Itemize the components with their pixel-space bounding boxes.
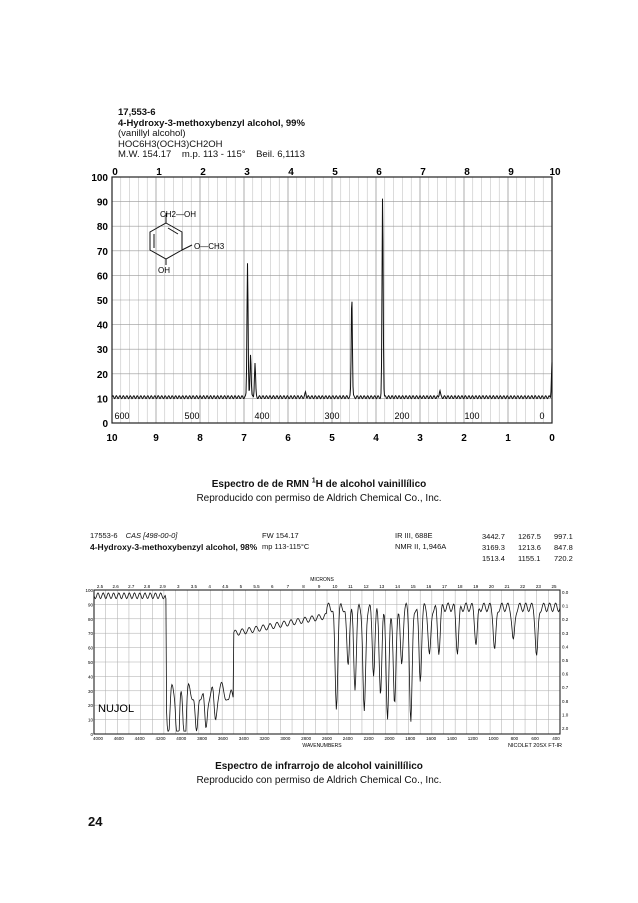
ir-microns-label: MICRONS bbox=[310, 577, 334, 583]
ir-micron-tick: 7 bbox=[286, 584, 290, 589]
ir-wavenumber-tick: 2400 bbox=[342, 736, 353, 741]
ir-right-tick: 0.4 bbox=[562, 644, 569, 650]
nmr-bottom-tick: 6 bbox=[285, 433, 291, 444]
ir-micron-tick: 6 bbox=[270, 584, 274, 589]
ir-peak-table bbox=[482, 531, 590, 564]
ir-micron-tick: 16 bbox=[426, 584, 432, 589]
nmr-bottom-tick: 7 bbox=[241, 433, 247, 444]
nmr-header bbox=[118, 108, 305, 161]
ir-left-tick: 50 bbox=[87, 660, 93, 665]
nmr-y-tick: 10 bbox=[96, 394, 108, 406]
nmr-y-tick: 0 bbox=[102, 419, 108, 430]
nmr-y-tick: 40 bbox=[96, 320, 108, 332]
ir-micron-tick: 11 bbox=[348, 584, 353, 589]
ir-wavenumber-tick: 3000 bbox=[280, 736, 291, 741]
ir-micron-tick: 23 bbox=[535, 584, 541, 589]
nmr-y-tick: 60 bbox=[96, 271, 108, 283]
ir-wavenumber-tick: 800 bbox=[510, 736, 519, 741]
nmr-top-tick: 0 bbox=[112, 167, 118, 178]
nmr-top-tick: 3 bbox=[244, 167, 250, 178]
ir-micron-tick: 14 bbox=[394, 584, 400, 589]
nmr-bottom-tick: 4 bbox=[373, 433, 379, 444]
ir-wavenumber-tick: 600 bbox=[531, 736, 539, 741]
ir-wavenumber-tick: 3200 bbox=[259, 736, 270, 741]
ir-micron-tick: 25 bbox=[551, 584, 557, 589]
ir-mp: mp 113-115°C bbox=[262, 542, 310, 551]
page-number: 24 bbox=[88, 814, 103, 829]
nmr-spectrum bbox=[88, 165, 568, 450]
ir-header bbox=[90, 531, 177, 540]
ir-micron-tick: 22 bbox=[520, 584, 526, 589]
nmr-caption-credit: Reproducido con permiso de Aldrich Chemical Co., Inc. bbox=[196, 493, 442, 505]
ir-peak-value: 3442.7 bbox=[482, 532, 505, 541]
nmr-top-tick: 4 bbox=[288, 167, 294, 178]
nmr-formula: HOC6H3(OCH3)CH2OH bbox=[118, 138, 223, 150]
ir-spectrum bbox=[84, 576, 574, 748]
nmr-hz-label: 500 bbox=[184, 411, 200, 421]
ir-peak-value: 847.8 bbox=[554, 543, 573, 552]
ir-micron-tick: 2.7 bbox=[128, 584, 135, 589]
nmr-mw-line: M.W. 154.17 m.p. 113 - 115° Beil. 6,1113 bbox=[118, 149, 305, 160]
ir-micron-tick: 5.5 bbox=[253, 584, 260, 589]
ir-right-tick: 0.5 bbox=[562, 658, 569, 663]
ir-micron-tick: 12 bbox=[363, 584, 369, 589]
nmr-caption bbox=[0, 478, 638, 504]
ir-left-tick: 40 bbox=[87, 674, 93, 680]
ir-caption-title: Espectro de infrarrojo de alcohol vainillílico bbox=[215, 761, 423, 772]
ir-left-tick: 20 bbox=[87, 703, 93, 709]
ir-compound-name: 4-Hydroxy-3-methoxybenzyl alcohol, 98% bbox=[90, 542, 258, 552]
ir-wavenumber-tick: 3600 bbox=[217, 736, 228, 741]
nmr-y-tick: 100 bbox=[91, 173, 108, 184]
nmr-bottom-tick: 2 bbox=[461, 433, 467, 444]
ir-micron-tick: 8 bbox=[302, 584, 305, 589]
ir-micron-tick: 3.5 bbox=[190, 584, 198, 589]
struct-ch2oh: CH2—OH bbox=[160, 210, 197, 219]
nmr-top-tick: 2 bbox=[200, 167, 206, 178]
ir-micron-tick: 15 bbox=[410, 584, 416, 589]
ir-left-tick: 60 bbox=[87, 645, 93, 651]
ir-peak-value: 997.1 bbox=[554, 532, 573, 541]
ir-peak-value: 3169.3 bbox=[482, 543, 505, 552]
ir-left-tick: 70 bbox=[87, 631, 93, 637]
ir-left-tick: 0 bbox=[90, 732, 93, 737]
ir-wavenumber-tick: 4400 bbox=[134, 736, 145, 741]
ir-left-tick: 90 bbox=[87, 602, 93, 608]
ir-micron-tick: 10 bbox=[332, 584, 338, 589]
nmr-y-tick: 90 bbox=[96, 197, 108, 209]
nmr-top-tick: 8 bbox=[464, 167, 470, 178]
ir-right-tick: 1.0 bbox=[562, 712, 569, 718]
nmr-bottom-tick: 1 bbox=[505, 433, 511, 444]
nmr-synonym: (vanillyl alcohol) bbox=[118, 128, 186, 139]
ir-wavenumber-tick: 1600 bbox=[426, 736, 437, 741]
ir-peak-row bbox=[482, 553, 590, 564]
struct-oh: OH bbox=[158, 266, 170, 275]
ir-micron-tick: 18 bbox=[457, 584, 463, 589]
ir-catalog: 17553-6 bbox=[90, 531, 118, 540]
ir-micron-tick: 5 bbox=[239, 584, 243, 589]
ir-right-tick: 0.3 bbox=[562, 630, 569, 636]
ir-left-tick: 10 bbox=[87, 717, 93, 723]
nmr-top-tick: 6 bbox=[376, 167, 382, 178]
ir-peak-value: 1513.4 bbox=[482, 554, 505, 563]
ir-micron-tick: 9 bbox=[317, 584, 321, 589]
ir-micron-tick: 21 bbox=[504, 584, 510, 589]
nmr-hz-label: 600 bbox=[114, 411, 130, 421]
ir-peak-row bbox=[482, 531, 590, 542]
ir-micron-tick: 20 bbox=[488, 584, 494, 589]
ir-wavenumber-tick: 2000 bbox=[384, 736, 395, 741]
nmr-compound-name: 4-Hydroxy-3-methoxybenzyl alcohol, 99% bbox=[118, 117, 305, 129]
nmr-top-tick: 9 bbox=[508, 167, 514, 178]
nmr-bottom-tick: 8 bbox=[197, 433, 203, 444]
ir-peak-value: 1155.1 bbox=[518, 554, 541, 563]
nmr-top-tick: 5 bbox=[332, 167, 338, 178]
ir-peak-value: 1267.5 bbox=[518, 532, 541, 541]
ir-peak-value: 720.2 bbox=[554, 554, 573, 563]
nmr-top-tick: 10 bbox=[549, 167, 561, 178]
ir-ref-ir: IR III, 688E bbox=[395, 531, 433, 540]
nmr-hz-label: 0 bbox=[539, 411, 545, 421]
ir-right-tick: 0.7 bbox=[562, 685, 569, 691]
nmr-caption-sup: 1 bbox=[311, 478, 316, 485]
ir-left-tick: 30 bbox=[87, 688, 93, 694]
ir-wavenumber-tick: 1000 bbox=[488, 736, 499, 741]
ir-wavenumber-tick: 3400 bbox=[238, 736, 249, 741]
ir-left-tick: 80 bbox=[87, 616, 93, 622]
ir-micron-tick: 2.8 bbox=[143, 584, 151, 589]
ir-wavenumber-tick: 2200 bbox=[363, 736, 374, 741]
ir-wavenumber-tick: 1200 bbox=[467, 736, 478, 741]
ir-peak-value: 1213.6 bbox=[518, 543, 541, 552]
ir-wavenumber-tick: 3800 bbox=[197, 736, 208, 741]
nmr-bottom-tick: 0 bbox=[549, 433, 555, 444]
ir-wavenumbers-label: WAVENUMBERS bbox=[302, 743, 342, 748]
ir-fw: FW 154.17 bbox=[262, 531, 299, 540]
nmr-bottom-tick: 9 bbox=[153, 433, 159, 444]
ir-micron-tick: 2.6 bbox=[112, 584, 119, 589]
nmr-catalog: 17,553-6 bbox=[118, 107, 156, 118]
ir-micron-tick: 4.5 bbox=[222, 584, 229, 589]
nmr-y-tick: 50 bbox=[96, 296, 108, 307]
ir-wavenumber-tick: 4200 bbox=[155, 736, 166, 741]
ir-right-tick: 0.0 bbox=[562, 590, 569, 595]
nmr-hz-label: 400 bbox=[254, 411, 270, 421]
ir-micron-tick: 4 bbox=[208, 584, 211, 589]
struct-och3: O—CH3 bbox=[194, 242, 225, 251]
ir-cas: CAS [498-00-0] bbox=[125, 531, 178, 540]
nmr-hz-label: 300 bbox=[324, 411, 340, 421]
ir-micron-tick: 13 bbox=[379, 584, 385, 589]
ir-left-tick: 100 bbox=[85, 588, 93, 593]
ir-right-tick: 2.0 bbox=[562, 726, 569, 731]
ir-micron-tick: 2.5 bbox=[96, 584, 104, 589]
ir-right-tick: 0.8 bbox=[562, 698, 569, 704]
ir-caption bbox=[0, 761, 638, 786]
ir-micron-tick: 3 bbox=[177, 584, 180, 589]
ir-instrument: NICOLET 20SX FT-IR bbox=[508, 743, 562, 748]
ir-wavenumber-tick: 1800 bbox=[405, 736, 416, 741]
nmr-bottom-tick: 3 bbox=[417, 433, 423, 444]
ir-wavenumber-tick: 2800 bbox=[301, 736, 312, 741]
nmr-hz-label: 100 bbox=[464, 411, 480, 421]
nmr-caption-title-pre: Espectro de de RMN bbox=[211, 479, 312, 491]
nmr-y-tick: 80 bbox=[96, 222, 108, 234]
nmr-bottom-tick: 10 bbox=[106, 433, 118, 444]
ir-medium: NUJOL bbox=[98, 703, 135, 715]
nmr-top-tick: 1 bbox=[156, 167, 162, 178]
ir-wavenumber-tick: 4000 bbox=[92, 736, 104, 741]
ir-right-tick: 0.1 bbox=[562, 603, 569, 609]
ir-wavenumber-tick: 1400 bbox=[446, 736, 457, 741]
ir-right-tick: 0.2 bbox=[562, 617, 569, 623]
ir-wavenumber-tick: 2600 bbox=[321, 736, 333, 741]
ir-micron-tick: 19 bbox=[473, 584, 479, 589]
nmr-caption-title-post: H de alcohol vainillílico bbox=[315, 479, 427, 491]
nmr-top-tick: 7 bbox=[420, 167, 426, 178]
nmr-hz-label: 200 bbox=[394, 411, 410, 421]
ir-ref-nmr: NMR II, 1,946A bbox=[395, 542, 447, 551]
ir-micron-tick: 17 bbox=[441, 584, 447, 589]
nmr-y-tick: 70 bbox=[96, 246, 108, 258]
ir-wavenumber-tick: 400 bbox=[552, 736, 560, 741]
ir-right-tick: 0.6 bbox=[562, 671, 569, 677]
nmr-bottom-tick: 5 bbox=[329, 433, 335, 444]
ir-wavenumber-tick: 4000 bbox=[176, 736, 187, 741]
ir-micron-tick: 2.9 bbox=[159, 584, 166, 589]
ir-caption-credit: Reproducido con permiso de Aldrich Chemical Co., Inc. bbox=[196, 775, 442, 786]
nmr-y-tick: 30 bbox=[96, 345, 108, 357]
ir-peak-row bbox=[482, 542, 590, 553]
nmr-y-tick: 20 bbox=[96, 369, 108, 381]
ir-wavenumber-tick: 4600 bbox=[113, 736, 124, 741]
